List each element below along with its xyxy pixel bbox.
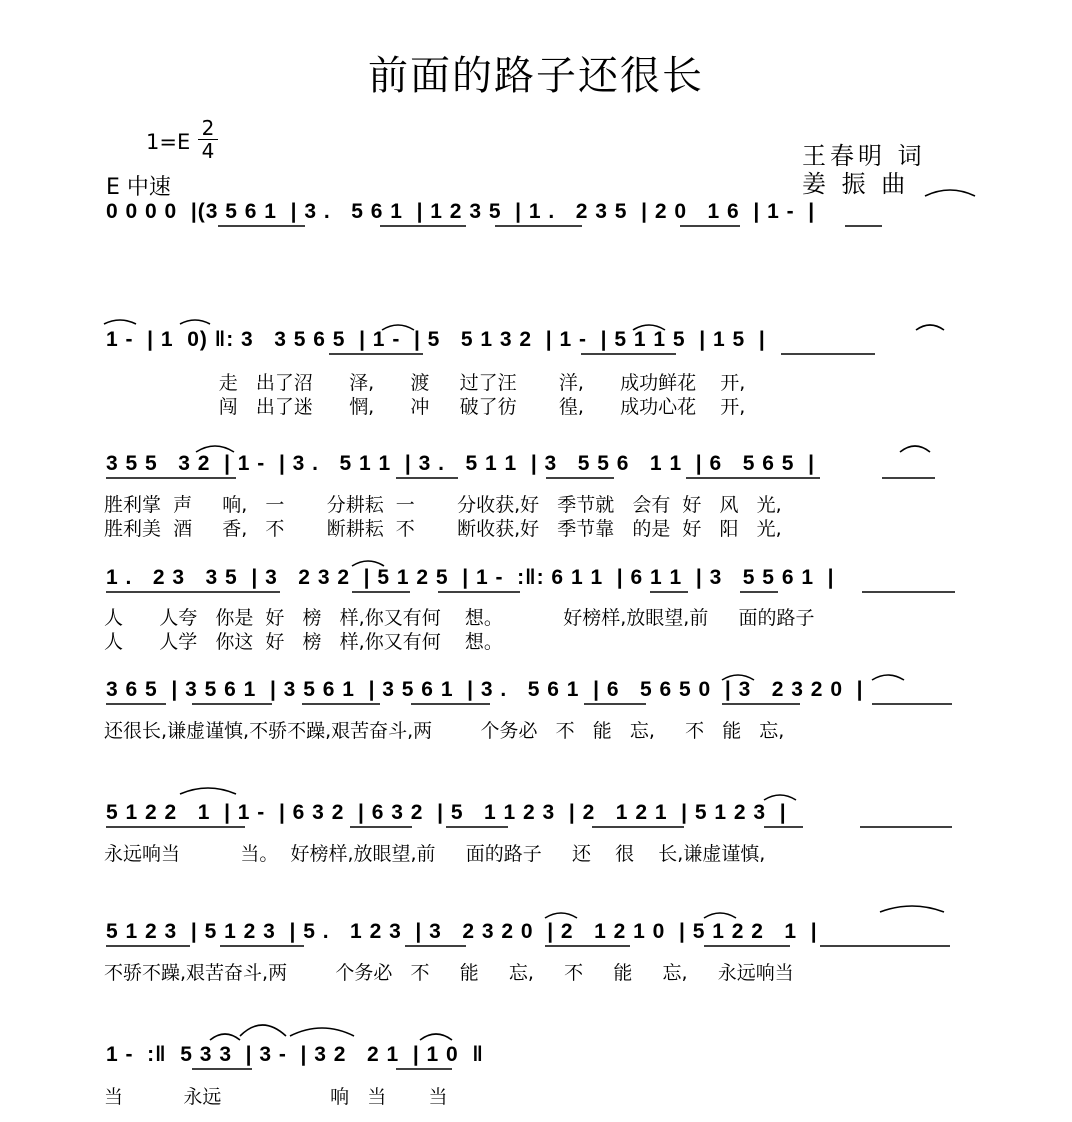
lyricist-credit: 王春明 词 bbox=[802, 142, 926, 170]
lyric-row-2-verse-2: 闯 出了迷 惘, 冲 破了彷 徨, 成功心花 开, bbox=[104, 396, 746, 418]
lyric-row-8: 当 永远 响 当 当 bbox=[104, 1086, 448, 1108]
score-row-1: 0 0 0 0 |(3 5 6 1 | 3 . 5 6 1 | 1 2 3 5 | 1 . 2 3 5 | 2 0 1 6 | 1 - | bbox=[106, 200, 816, 223]
lyric-row-3-verse-1: 胜利掌 声 响, 一 分耕耘 一 分收获,好 季节就 会有 好 风 光, bbox=[104, 494, 782, 516]
time-bottom: 4 bbox=[201, 139, 215, 163]
score-row-2: 1 - | 1 0) ‖: 3 3 5 6 5 | 1 - | 5 5 1 3 2 | 1 - | 5 1 1 5 | 1 5 | bbox=[106, 328, 766, 351]
score-row-4: 1 . 2 3 3 5 | 3 2 3 2 | 5 1 2 5 | 1 - :‖: 6 1 1 | 6 1 1 | 3 5 5 6 1 | bbox=[106, 566, 835, 589]
lyric-row-7: 不骄不躁,艰苦奋斗,两 个务必 不 能 忘, 不 能 忘, 永远响当 bbox=[104, 962, 794, 984]
lyric-row-3-verse-2: 胜利美 酒 香, 不 断耕耘 不 断收获,好 季节靠 的是 好 阳 光, bbox=[104, 518, 782, 540]
time-signature bbox=[198, 118, 218, 161]
score-row-5: 3 6 5 | 3 5 6 1 | 3 5 6 1 | 3 5 6 1 | 3 . 5 6 1 | 6 5 6 5 0 | 3 2 3 2 0 | bbox=[106, 678, 864, 701]
tempo-marking: E 中速 bbox=[106, 175, 171, 200]
lyric-row-6: 永远响当 当。 好榜样,放眼望,前 面的路子 还 很 长,谦虚谨慎, bbox=[104, 843, 766, 865]
time-top: 2 bbox=[201, 116, 215, 140]
lyric-row-2-verse-1: 走 出了沼 泽, 渡 过了汪 洋, 成功鲜花 开, bbox=[104, 372, 746, 394]
lyric-row-5: 还很长,谦虚谨慎,不骄不躁,艰苦奋斗,两 个务必 不 能 忘, 不 能 忘, bbox=[104, 720, 785, 742]
score-row-8: 1 - :‖ 5 3 3 | 3 - | 3 2 2 1 | 1 0 ‖ bbox=[106, 1043, 484, 1066]
score-row-7: 5 1 2 3 | 5 1 2 3 | 5 . 1 2 3 | 3 2 3 2 0 | 2 1 2 1 0 | 5 1 2 2 1 | bbox=[106, 920, 818, 943]
composer-credit: 姜 振 曲 bbox=[802, 170, 910, 198]
score-row-6: 5 1 2 2 1 | 1 - | 6 3 2 | 6 3 2 | 5 1 1 2 3 | 2 1 2 1 | 5 1 2 3 | bbox=[106, 801, 787, 824]
key-signature: 1=E bbox=[146, 130, 191, 154]
lyric-row-4-verse-1: 人 人夸 你是 好 榜 样,你又有何 想。 好榜样,放眼望,前 面的路子 bbox=[104, 607, 815, 629]
lyric-row-4-verse-2: 人 人学 你这 好 榜 样,你又有何 想。 bbox=[104, 631, 503, 653]
page-title: 前面的路子还很长 bbox=[368, 53, 704, 99]
score-row-3: 3 5 5 3 2 | 1 - | 3 . 5 1 1 | 3 . 5 1 1 | 3 5 5 6 1 1 | 6 5 6 5 | bbox=[106, 452, 815, 475]
